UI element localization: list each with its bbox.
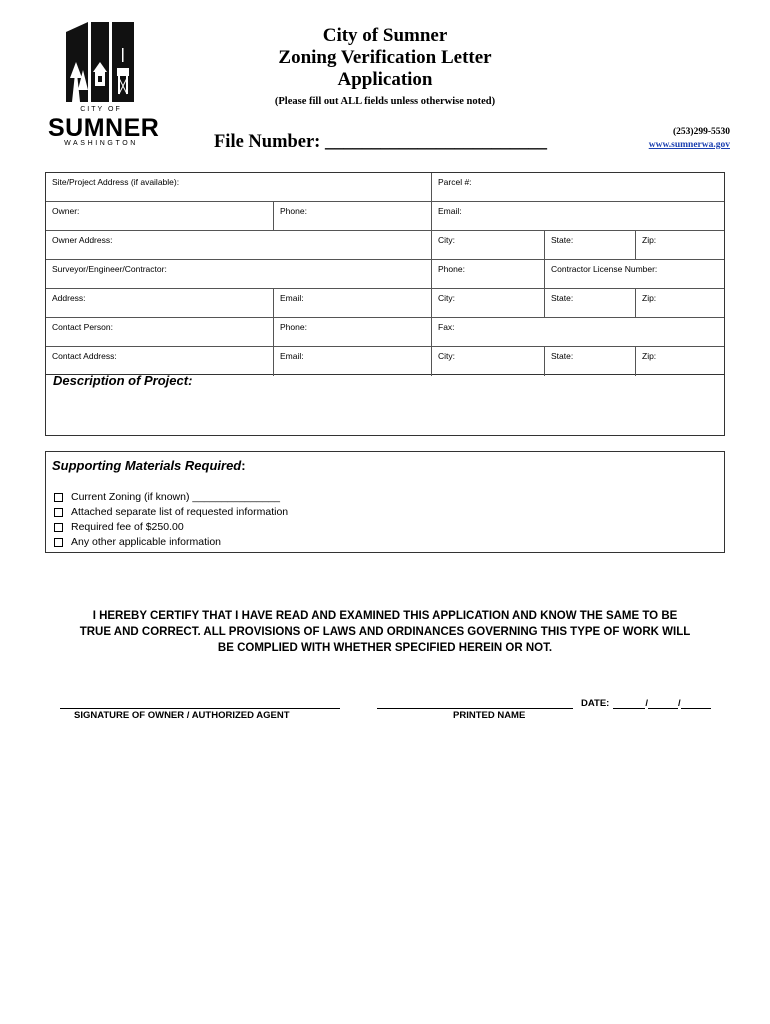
contact-phone: (253)299-5530: [673, 127, 730, 137]
title-line-1: City of Sumner: [322, 25, 448, 46]
project-description-label: Description of Project:: [53, 373, 193, 388]
owner-phone-field[interactable]: [273, 202, 431, 230]
checkbox-current-zoning[interactable]: [54, 493, 63, 502]
supporting-materials-section: [45, 451, 725, 553]
site-address-field[interactable]: [46, 173, 431, 201]
supporting-materials-colon: :: [241, 458, 246, 473]
surveyor-state-field[interactable]: [544, 289, 635, 317]
owner-state-label: State:: [551, 235, 574, 245]
form-row-site: [46, 173, 724, 202]
surveyor-email-field[interactable]: [273, 289, 431, 317]
date-month-blank[interactable]: [613, 698, 645, 709]
file-number-field[interactable]: File Number: ________________________: [214, 132, 547, 152]
date-label: DATE:: [581, 698, 610, 709]
surveyor-email-label: Email:: [280, 293, 304, 303]
owner-address-field[interactable]: [46, 231, 431, 259]
date-year-blank[interactable]: [681, 698, 711, 709]
owner-zip-label: Zip:: [642, 235, 657, 245]
city-logo: [48, 18, 160, 150]
surveyor-phone-label: Phone:: [438, 264, 465, 274]
parcel-field[interactable]: [431, 173, 726, 201]
applicant-info-grid: [45, 172, 725, 375]
owner-address-label: Owner Address:: [52, 235, 113, 245]
supporting-materials-title-text: Supporting Materials Required: [52, 458, 242, 473]
owner-field[interactable]: [46, 202, 273, 230]
printed-name-label: PRINTED NAME: [453, 710, 526, 721]
list-item: [54, 520, 288, 535]
skyline-icon: [64, 18, 138, 104]
page-title: [230, 25, 540, 91]
list-item: [54, 490, 288, 505]
contact-zip-label: Zip:: [642, 351, 657, 361]
contact-phone-field[interactable]: [273, 318, 431, 346]
project-description-field[interactable]: [45, 370, 725, 436]
surveyor-address-field[interactable]: [46, 289, 273, 317]
list-item-label: Attached separate list of requested information: [71, 506, 289, 518]
owner-label: Owner:: [52, 206, 80, 216]
form-row-surveyor: [46, 260, 724, 289]
form-row-contact: [46, 318, 724, 347]
surveyor-label: Surveyor/Engineer/Contractor:: [52, 264, 167, 274]
owner-zip-field[interactable]: [635, 231, 726, 259]
logo-city-of: CITY OF: [80, 106, 122, 113]
date-field[interactable]: [581, 698, 711, 709]
certification-line-2: TRUE AND CORRECT. ALL PROVISIONS OF LAWS AND ORDINANCES GOVERNING THIS TYPE OF WORK WILL: [79, 626, 691, 638]
logo-state: WASHINGTON: [64, 140, 138, 147]
date-day-blank[interactable]: [648, 698, 678, 709]
owner-email-field[interactable]: [431, 202, 726, 230]
surveyor-field[interactable]: [46, 260, 431, 288]
checkbox-other-info[interactable]: [54, 538, 63, 547]
owner-email-label: Email:: [438, 206, 462, 216]
surveyor-zip-field[interactable]: [635, 289, 726, 317]
form-row-owner: [46, 202, 724, 231]
surveyor-city-field[interactable]: [431, 289, 544, 317]
site-address-label: Site/Project Address (if available):: [52, 177, 180, 187]
parcel-label: Parcel #:: [438, 177, 472, 187]
contact-fax-label: Fax:: [438, 322, 455, 332]
surveyor-zip-label: Zip:: [642, 293, 657, 303]
contact-city-label: City:: [438, 351, 455, 361]
owner-city-label: City:: [438, 235, 455, 245]
owner-city-field[interactable]: [431, 231, 544, 259]
supporting-materials-list: [54, 490, 288, 550]
list-item-label: Required fee of $250.00: [71, 521, 184, 533]
certification-line-3: BE COMPLIED WITH WHETHER SPECIFIED HEREIN OR NOT.: [217, 642, 553, 654]
list-item-label: Any other applicable information: [71, 536, 222, 548]
website-link[interactable]: www.sumnerwa.gov: [648, 140, 730, 150]
checkbox-separate-list[interactable]: [54, 508, 63, 517]
title-line-2: Zoning Verification Letter: [278, 47, 492, 68]
contact-state-label: State:: [551, 351, 574, 361]
surveyor-city-label: City:: [438, 293, 455, 303]
form-row-owner-address: [46, 231, 724, 260]
form-row-surveyor-address: [46, 289, 724, 318]
certification-statement: [40, 608, 730, 656]
contact-email-label: Email:: [280, 351, 304, 361]
owner-signature-line[interactable]: [60, 708, 340, 709]
contact-fax-field[interactable]: [431, 318, 726, 346]
supporting-materials-title: [52, 458, 246, 473]
contact-address-label: Contact Address:: [52, 351, 117, 361]
date-separator: /: [645, 698, 648, 709]
logo-city-name: SUMNER: [48, 114, 160, 142]
list-item-label: Current Zoning (if known) _______________: [71, 491, 280, 503]
surveyor-address-label: Address:: [52, 293, 86, 303]
list-item: [54, 535, 288, 550]
owner-signature-label: SIGNATURE OF OWNER / AUTHORIZED AGENT: [74, 710, 290, 721]
printed-name-line[interactable]: [377, 708, 573, 709]
owner-state-field[interactable]: [544, 231, 635, 259]
checkbox-required-fee[interactable]: [54, 523, 63, 532]
page-subtitle: (Please fill out ALL fields unless otherwise noted): [274, 96, 496, 107]
contact-phone-label: Phone:: [280, 322, 307, 332]
certification-line-1: I HEREBY CERTIFY THAT I HAVE READ AND EXAMINED THIS APPLICATION AND KNOW THE SAME TO BE: [92, 610, 678, 622]
surveyor-state-label: State:: [551, 293, 574, 303]
license-number-label: Contractor License Number:: [551, 264, 658, 274]
list-item: [54, 505, 288, 520]
title-line-3: Application: [337, 69, 433, 90]
license-number-field[interactable]: [544, 260, 726, 288]
surveyor-phone-field[interactable]: [431, 260, 544, 288]
contact-person-label: Contact Person:: [52, 322, 113, 332]
date-separator: /: [677, 698, 681, 709]
contact-person-field[interactable]: [46, 318, 273, 346]
owner-phone-label: Phone:: [280, 206, 307, 216]
